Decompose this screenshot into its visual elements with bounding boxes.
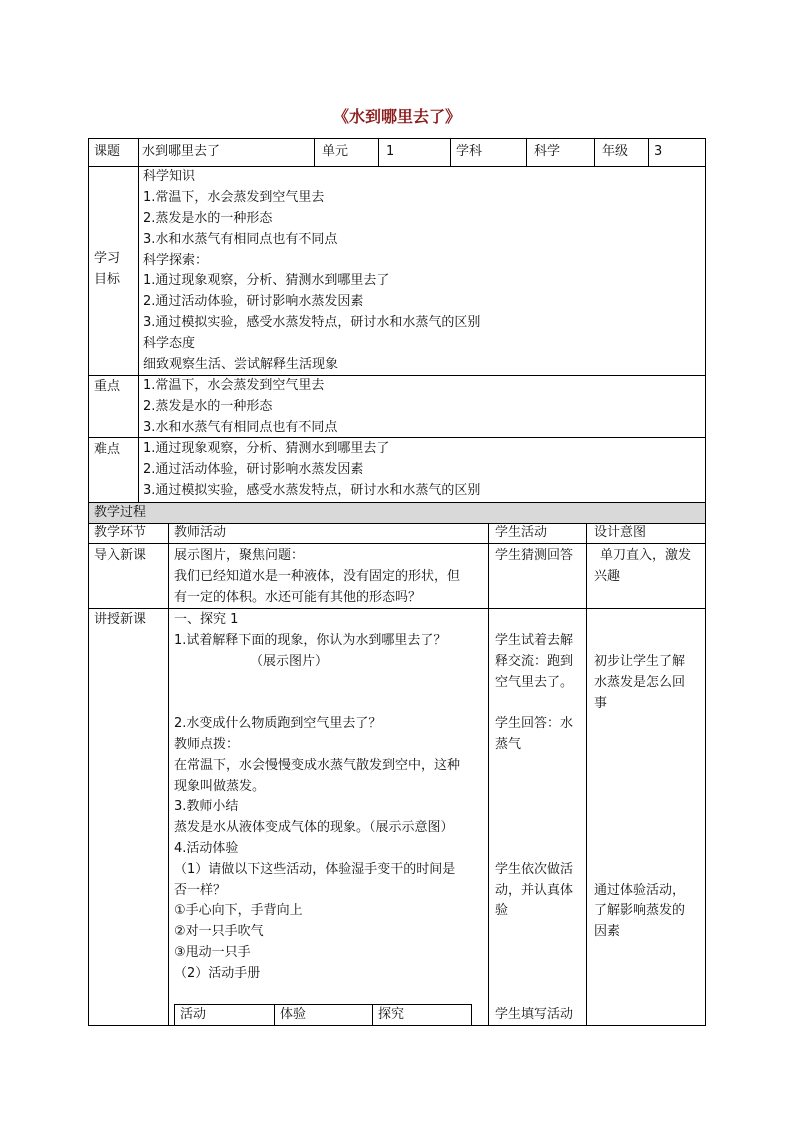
new-student-line: 空气里去了。 bbox=[495, 675, 574, 690]
difficulty-line: 1.通过现象观察，分析、猜测水到哪里去了 bbox=[143, 441, 390, 456]
col-line-h5 bbox=[526, 138, 527, 166]
new-design-line: 事 bbox=[594, 696, 608, 711]
document-title: 《水到哪里去了》 bbox=[332, 107, 461, 126]
new-teacher-line: 教师点拨： bbox=[174, 737, 240, 752]
activity-subtable bbox=[174, 1004, 472, 1026]
difficulty-line: 3.通过模拟实验，感受水蒸发特点，研讨水和水蒸气的区别 bbox=[143, 483, 481, 498]
col-line-h6 bbox=[594, 138, 595, 166]
goals-line: 科学知识 bbox=[143, 169, 196, 184]
column-header-student: 学生活动 bbox=[495, 525, 548, 540]
col-line-h2 bbox=[314, 138, 315, 166]
new-student-line: 动，并认真体 bbox=[495, 883, 574, 898]
goals-line: 科学态度 bbox=[143, 336, 196, 351]
new-teacher-line: 否一样？ bbox=[174, 883, 227, 898]
table-border-left bbox=[88, 138, 89, 1026]
lesson-plan-table bbox=[88, 138, 706, 1026]
row-line-diff bbox=[88, 502, 706, 503]
goals-line: 3.通过模拟实验，感受水蒸发特点，研讨水和水蒸气的区别 bbox=[143, 315, 481, 330]
process-heading-band bbox=[88, 503, 706, 523]
col-line-p1 bbox=[168, 523, 169, 1025]
subtable-col-1 bbox=[274, 1004, 275, 1026]
subtable-header-activity: 活动 bbox=[180, 1007, 207, 1022]
column-header-stage: 教学环节 bbox=[94, 525, 147, 540]
new-teacher-line: 2.水变成什么物质跑到空气里去了？ bbox=[174, 716, 382, 731]
grade-value: 3 bbox=[654, 144, 663, 159]
key-point-line: 2.蒸发是水的一种形态 bbox=[143, 399, 273, 414]
intro-stage: 导入新课 bbox=[94, 548, 147, 563]
difficulty-line: 2.通过活动体验，研讨影响水蒸发因素 bbox=[143, 462, 364, 477]
unit-label: 单元 bbox=[322, 144, 349, 159]
new-student-line: 学生试着去解 bbox=[495, 633, 574, 648]
subtable-left bbox=[174, 1004, 175, 1026]
intro-design-line: 单刀直入，激发 bbox=[600, 548, 692, 563]
new-teacher-line: 现象叫做蒸发。 bbox=[174, 779, 266, 794]
subtable-bottom bbox=[174, 1025, 472, 1026]
subtable-right bbox=[471, 1004, 472, 1026]
key-points-label: 重点 bbox=[94, 379, 121, 394]
goals-line: 细致观察生活、尝试解释生活现象 bbox=[143, 357, 339, 372]
table-border-top bbox=[88, 138, 706, 139]
difficulties-label: 难点 bbox=[94, 442, 121, 457]
intro-teacher-line: 有一定的体积。水还可能有其他的形态吗？ bbox=[174, 590, 422, 605]
col-line-p2 bbox=[488, 523, 489, 1025]
new-teacher-line: ②对一只手吹气 bbox=[174, 924, 264, 939]
key-point-line: 3.水和水蒸气有相同点也有不同点 bbox=[143, 420, 338, 435]
goals-line: 1.通过现象观察，分析、猜测水到哪里去了 bbox=[143, 273, 390, 288]
grade-label: 年级 bbox=[602, 144, 629, 159]
key-point-line: 1.常温下，水会蒸发到空气里去 bbox=[143, 378, 325, 393]
col-line-h4 bbox=[450, 138, 451, 166]
course-value: 水到哪里去了 bbox=[142, 144, 221, 159]
goals-line: 2.蒸发是水的一种形态 bbox=[143, 211, 273, 226]
col-line-h7 bbox=[648, 138, 649, 166]
new-student-line: 蒸气 bbox=[495, 737, 522, 752]
new-teacher-line: 4.活动体验 bbox=[174, 841, 239, 856]
col-line-label bbox=[138, 166, 139, 502]
new-teacher-line: （1）请做以下这些活动，体验湿手变干的时间是 bbox=[174, 862, 456, 877]
column-header-teacher: 教师活动 bbox=[174, 525, 227, 540]
intro-design-line: 兴趣 bbox=[594, 569, 621, 584]
table-border-right bbox=[705, 138, 706, 1026]
goals-line: 1.常温下，水会蒸发到空气里去 bbox=[143, 190, 325, 205]
col-line-h1 bbox=[138, 138, 139, 166]
new-teacher-line: （2）活动手册 bbox=[174, 966, 261, 981]
new-design-line: 初步让学生了解 bbox=[594, 654, 686, 669]
goals-line: 2.通过活动体验，研讨影响水蒸发因素 bbox=[143, 294, 364, 309]
new-design-line: 因素 bbox=[594, 924, 621, 939]
subtable-top bbox=[174, 1004, 472, 1005]
new-teacher-line: 蒸发是水从液体变成气体的现象。（展示示意图） bbox=[174, 820, 454, 835]
new-student-line: 学生回答：水 bbox=[495, 716, 574, 731]
goals-line: 3.水和水蒸气有相同点也有不同点 bbox=[143, 232, 338, 247]
goals-line: 科学探索： bbox=[143, 253, 209, 268]
intro-teacher-line: 展示图片，聚焦问题： bbox=[174, 548, 305, 563]
new-teacher-line: ①手心向下，手背向上 bbox=[174, 903, 303, 918]
new-design-line: 水蒸发是怎么回 bbox=[594, 675, 686, 690]
column-header-design: 设计意图 bbox=[594, 525, 647, 540]
new-teacher-line: ③甩动一只手 bbox=[174, 945, 251, 960]
new-student-line: 学生填写活动 bbox=[495, 1007, 574, 1022]
subtable-header-explore: 探究 bbox=[378, 1007, 405, 1022]
goals-label-2: 目标 bbox=[94, 272, 121, 287]
subject-label: 学科 bbox=[456, 144, 483, 159]
process-heading: 教学过程 bbox=[94, 505, 147, 520]
new-stage: 讲授新课 bbox=[94, 612, 147, 627]
new-teacher-line: （展示图片） bbox=[250, 654, 329, 669]
new-teacher-line: 一、探究 1 bbox=[174, 612, 239, 627]
goals-label-1: 学习 bbox=[94, 251, 121, 266]
subtable-header-experience: 体验 bbox=[280, 1007, 307, 1022]
new-student-line: 释交流：跑到 bbox=[495, 654, 574, 669]
subject-value: 科学 bbox=[534, 144, 561, 159]
col-line-p3 bbox=[586, 523, 587, 1025]
new-design-line: 通过体验活动， bbox=[594, 883, 686, 898]
new-student-line: 验 bbox=[495, 903, 509, 918]
new-design-line: 了解影响蒸发的 bbox=[594, 903, 686, 918]
subtable-col-2 bbox=[372, 1004, 373, 1026]
intro-teacher-line: 我们已经知道水是一种液体，没有固定的形状，但 bbox=[174, 569, 461, 584]
new-teacher-line: 在常温下，水会慢慢变成水蒸气散发到空中，这种 bbox=[174, 758, 461, 773]
intro-student: 学生猜测回答 bbox=[495, 548, 574, 563]
unit-value: 1 bbox=[386, 144, 395, 159]
new-teacher-line: 1.试着解释下面的现象，你认为水到哪里去了？ bbox=[174, 633, 447, 648]
col-line-h3 bbox=[378, 138, 379, 166]
course-label: 课题 bbox=[94, 144, 121, 159]
new-student-line: 学生依次做活 bbox=[495, 862, 574, 877]
new-teacher-line: 3.教师小结 bbox=[174, 799, 239, 814]
